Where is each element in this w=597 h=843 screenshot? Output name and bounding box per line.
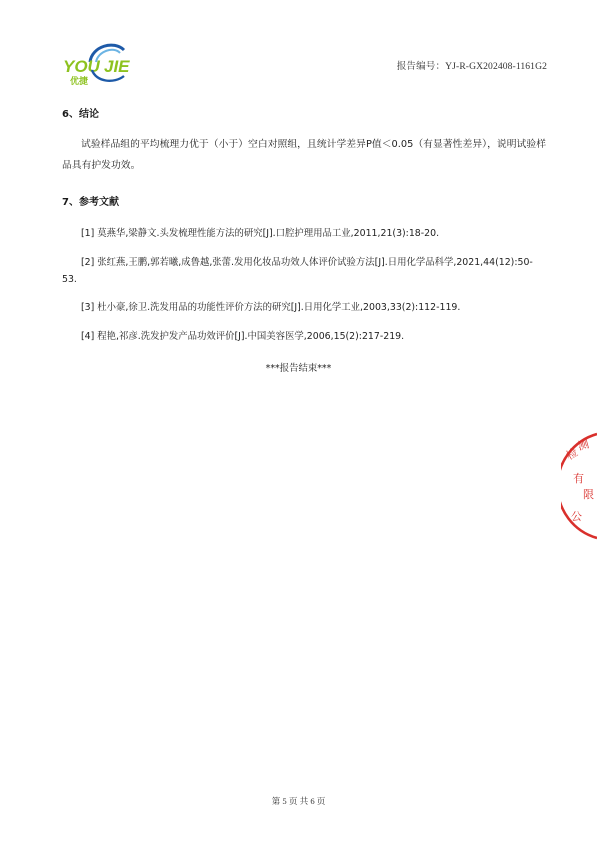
reference-item: [2] 张红燕,王鹏,郭若曦,成鲁越,张蕾.发用化妆品功效人体评价试验方法[J].日用化学品科学,2021,44(12):50-53. — [62, 257, 533, 285]
svg-text:有: 有 — [573, 472, 584, 485]
logo-text-latin: JIE — [104, 57, 130, 76]
reference-item: [1] 莫燕华,梁静文.头发梳理性能方法的研究[J].口腔护理用品工业,2011,21(3):18-20. — [81, 228, 440, 239]
conclusion-paragraph: 试验样品组的平均梳理力优于（小于）空白对照组，且统计学差异P值＜0.05（有显著性差异），说明试验样品具有护发功效。 — [62, 139, 546, 171]
svg-text:限: 限 — [583, 488, 594, 501]
section-title-conclusion: 6、结论 — [62, 109, 99, 120]
logo-text-cn: 优捷 — [70, 77, 89, 86]
svg-text:公: 公 — [571, 510, 582, 523]
svg-text:测: 测 — [576, 437, 591, 453]
report-end-mark: ***报告结束*** — [265, 363, 332, 374]
company-logo — [62, 40, 146, 86]
page-number-footer: 第 5 页 共 6 页 — [271, 796, 326, 806]
section-title-references: 7、参考文献 — [62, 197, 119, 208]
reference-item: [4] 程艳,祁彦.洗发护发产品功效评价[J].中国美容医学,2006,15(2):217-219. — [81, 331, 405, 342]
svg-text:YOU: YOU — [63, 57, 100, 76]
svg-text:检: 检 — [564, 445, 581, 463]
official-seal-stamp — [561, 430, 597, 542]
report-number: 报告编号：YJ-R-GX202408-1161G2 — [396, 61, 547, 72]
reference-item: [3] 杜小豪,徐卫.洗发用品的功能性评价方法的研究[J].日用化学工业,2003,33(2):112-119. — [81, 302, 461, 313]
